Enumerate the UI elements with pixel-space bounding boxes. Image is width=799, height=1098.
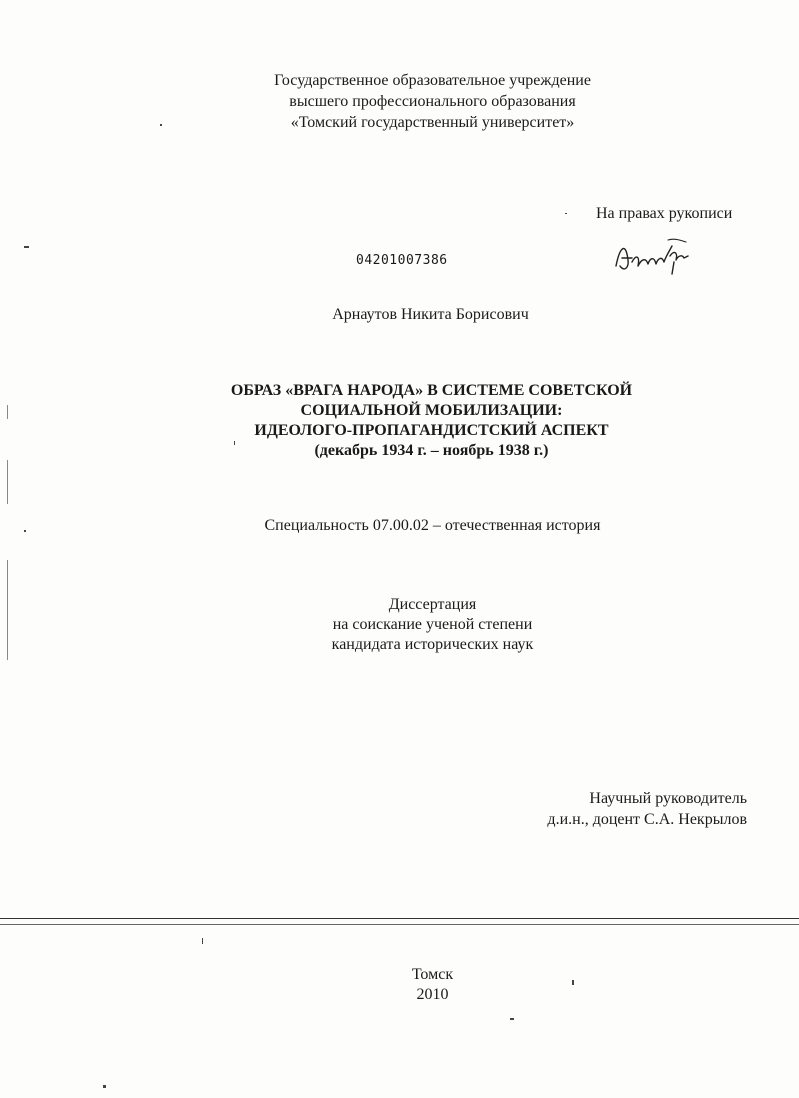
institution-line-2: высшего профессионального образования [289, 93, 576, 110]
scan-edge-line-secondary [0, 924, 799, 925]
title-line-1: ОБРАЗ «ВРАГА НАРОДА» В СИСТЕМЕ СОВЕТСКОЙ [230, 382, 633, 399]
title-line-2: СОЦИАЛЬНОЙ МОБИЛИЗАЦИИ: [300, 402, 563, 419]
scan-speck [572, 980, 574, 985]
specialty-block [33, 516, 799, 536]
scan-edge-line [0, 918, 799, 919]
supervisor-block [547, 788, 747, 830]
scan-speck [24, 246, 29, 248]
specialty-line: Специальность 07.00.02 – отечественная история [264, 517, 601, 534]
city-year-block [33, 965, 799, 1005]
scan-speck [160, 124, 162, 126]
dissertation-title [32, 381, 799, 461]
inventory-number: 04201007386 [356, 253, 448, 268]
scan-speck [510, 1018, 514, 1020]
margin-mark [7, 405, 8, 419]
author-block [31, 305, 799, 325]
title-line-3: ИДЕОЛОГО-ПРОПАГАНДИСТСКИЙ АСПЕКТ [254, 422, 609, 439]
degree-line-2: на соискание ученой степени [332, 616, 533, 633]
institution-header [33, 70, 799, 133]
scan-speck [103, 1085, 106, 1088]
degree-line-3: кандидата исторических наук [331, 636, 534, 653]
author-name: Арнаутов Никита Борисович [332, 306, 529, 323]
degree-line-1: Диссертация [388, 596, 477, 613]
institution-line-1: Государственное образовательное учреждение [274, 72, 591, 89]
rights-note: На правах рукописи [596, 205, 733, 222]
city: Томск [411, 966, 454, 983]
year: 2010 [416, 986, 449, 1003]
supervisor-label: Научный руководитель [589, 790, 747, 807]
margin-mark [7, 560, 8, 660]
title-line-4: (декабрь 1934 г. – ноябрь 1938 г.) [314, 442, 549, 459]
degree-block [33, 595, 799, 655]
handwritten-signature [612, 236, 692, 278]
margin-mark [7, 460, 8, 504]
scan-speck [234, 441, 235, 445]
institution-line-3: «Томский государственный университет» [290, 114, 575, 131]
scan-speck [565, 213, 567, 214]
supervisor-name: д.и.н., доцент С.А. Некрылов [547, 811, 747, 828]
scan-speck [24, 530, 26, 532]
scan-speck [202, 938, 203, 944]
